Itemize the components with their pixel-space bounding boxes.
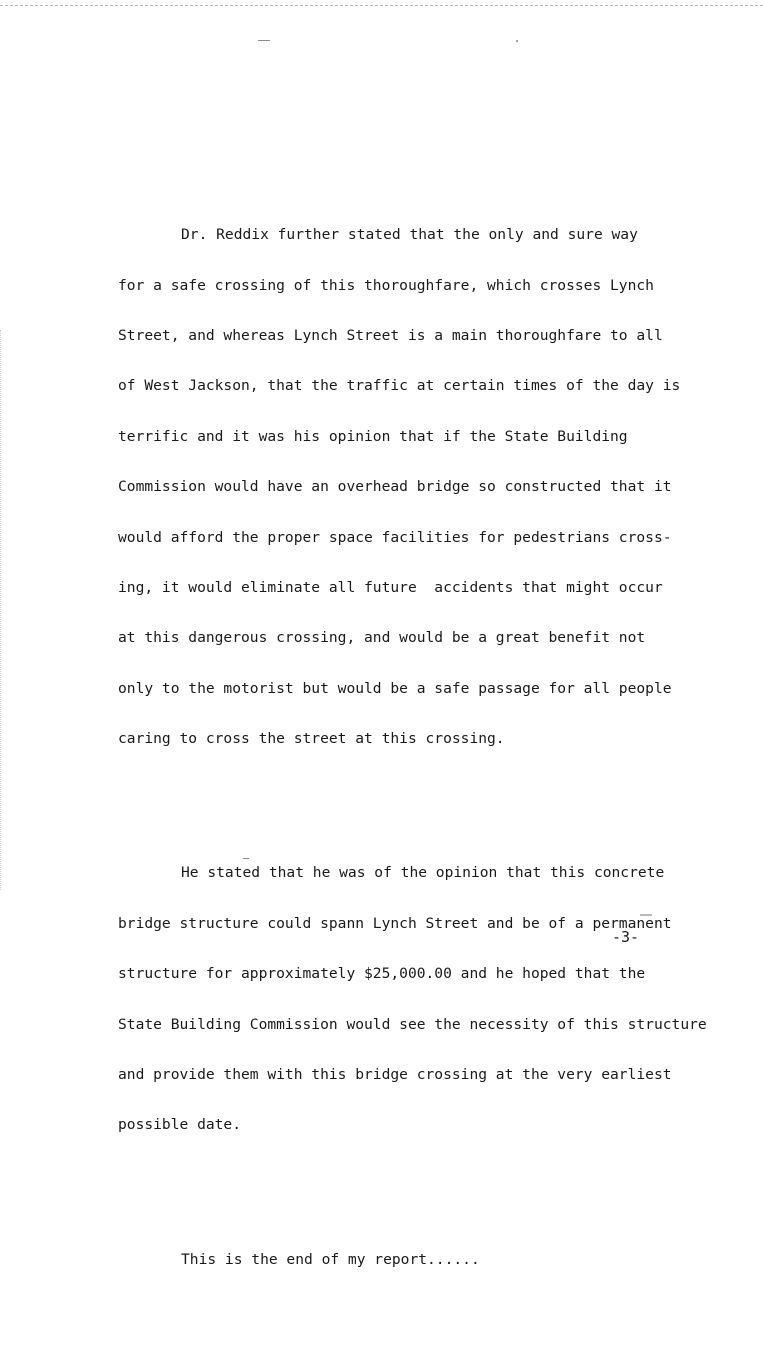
text-line: bridge structure could spann Lynch Street and be of a permanent bbox=[118, 914, 672, 932]
paragraph-3 bbox=[118, 1218, 738, 1302]
paragraph-2 bbox=[118, 832, 738, 1168]
page-number: -3- bbox=[612, 928, 640, 946]
text-line: structure for approximately $25,000.00 and he hoped that the bbox=[118, 965, 646, 983]
scan-speck bbox=[516, 40, 518, 42]
text-line: would afford the proper space facilities for pedestrians cross- bbox=[118, 528, 672, 546]
report-body bbox=[118, 160, 738, 1353]
scan-top-edge bbox=[0, 0, 763, 6]
text-line: He stated that he was of the opinion that this concrete bbox=[181, 864, 665, 882]
text-line: only to the motorist but would be a safe passage for all people bbox=[118, 679, 672, 697]
text-line: possible date. bbox=[118, 1116, 242, 1134]
text-line: Street, and whereas Lynch Street is a main thoroughfare to all bbox=[118, 326, 663, 344]
text-line: terrific and it was his opinion that if the State Building bbox=[118, 427, 628, 445]
text-line: and provide them with this bridge crossing at the very earliest bbox=[118, 1066, 672, 1084]
text-line: ing, it would eliminate all future accidents that might occur bbox=[118, 578, 663, 596]
text-line: caring to cross the street at this crossing. bbox=[118, 730, 505, 748]
text-line: State Building Commission would see the necessity of this structure bbox=[118, 1015, 707, 1033]
paragraph-1 bbox=[118, 194, 738, 782]
text-line: at this dangerous crossing, and would be a great benefit not bbox=[118, 629, 646, 647]
text-line: of West Jackson, that the traffic at certain times of the day is bbox=[118, 377, 681, 395]
text-line: Dr. Reddix further stated that the only and sure way bbox=[181, 226, 638, 244]
text-line: This is the end of my report...... bbox=[181, 1250, 480, 1268]
text-line: Commission would have an overhead bridge so constructed that it bbox=[118, 478, 672, 496]
scan-speck bbox=[258, 40, 270, 41]
text-line: for a safe crossing of this thoroughfare, which crosses Lynch bbox=[118, 276, 654, 294]
scan-left-edge bbox=[0, 330, 3, 890]
